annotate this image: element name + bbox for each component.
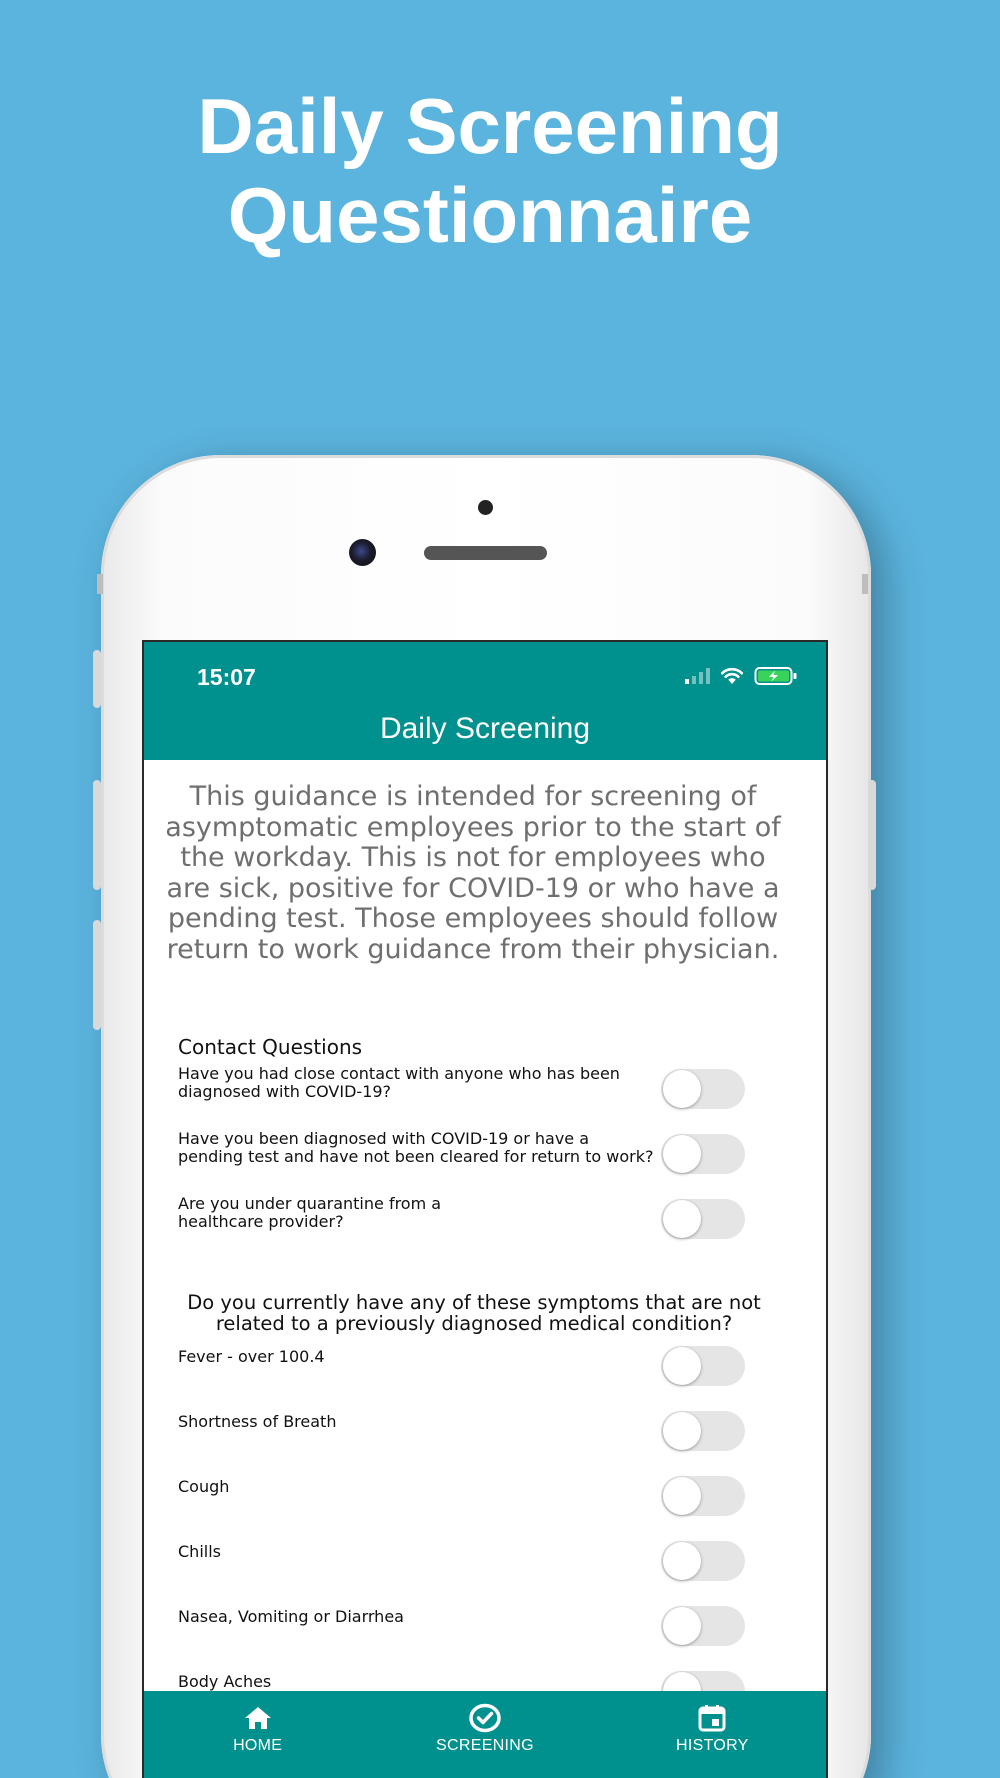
- front-camera: [349, 539, 376, 566]
- bottom-nav: [144, 1691, 826, 1778]
- battery-charging-icon: [754, 666, 798, 686]
- calendar-icon: [698, 1703, 726, 1733]
- guidance-text: This guidance is intended for screening of asymptomatic employees prior to the start of the workday. This is not for employees who are sick, positive for COVID-19 or who have a pending test. Those employees should follow return to work guidance from their physician.: [165, 781, 781, 965]
- contact-question-2-toggle[interactable]: [661, 1134, 745, 1174]
- contact-question-1-toggle[interactable]: [661, 1069, 745, 1109]
- toggle-knob: [663, 1477, 701, 1515]
- toggle-knob: [663, 1412, 701, 1450]
- contact-question-3: Are you under quarantine from a healthcare provider?: [178, 1194, 442, 1231]
- nav-home-label: HOME: [233, 1737, 283, 1754]
- hero-title-line2: Questionnaire: [227, 171, 753, 259]
- phone-sensor: [478, 500, 493, 515]
- symptom-body-aches: Body Aches: [178, 1672, 272, 1691]
- symptoms-heading: Do you currently have any of these symptoms that are not related to a previously diagnosed medical condition?: [187, 1291, 761, 1335]
- contact-question-2: Have you been diagnosed with COVID-19 or have a pending test and have not been cleared for return to work?: [178, 1129, 654, 1166]
- nav-history[interactable]: [599, 1691, 826, 1778]
- phone-speaker: [424, 546, 547, 560]
- phone-volume-down-button: [93, 920, 101, 1030]
- symptom-cough: Cough: [178, 1477, 230, 1496]
- nav-home[interactable]: [144, 1691, 371, 1778]
- symptom-cough-toggle[interactable]: [661, 1476, 745, 1516]
- symptom-chills-toggle[interactable]: [661, 1541, 745, 1581]
- hero-title-line1: Daily Screening: [197, 82, 783, 170]
- toggle-knob: [663, 1070, 701, 1108]
- app-screen: [142, 640, 828, 1778]
- contact-question-3-toggle[interactable]: [661, 1199, 745, 1239]
- nav-screening-label: SCREENING: [436, 1737, 534, 1754]
- toggle-knob: [663, 1542, 701, 1580]
- symptom-nausea-toggle[interactable]: [661, 1606, 745, 1646]
- symptom-fever-toggle[interactable]: [661, 1346, 745, 1386]
- symptom-shortness-of-breath: Shortness of Breath: [178, 1412, 337, 1431]
- phone-volume-up-button: [93, 780, 101, 890]
- toggle-knob: [663, 1135, 701, 1173]
- contact-questions-heading: Contact Questions: [178, 1035, 363, 1059]
- home-icon: [243, 1703, 273, 1733]
- phone-antenna-band-right: [862, 574, 868, 594]
- symptom-fever: Fever - over 100.4: [178, 1347, 325, 1366]
- phone-mute-switch: [93, 650, 101, 708]
- status-time: 15:07: [197, 664, 256, 690]
- status-icons: [685, 666, 798, 686]
- symptom-nausea: Nasea, Vomiting or Diarrhea: [178, 1607, 404, 1626]
- symptom-chills: Chills: [178, 1542, 221, 1561]
- phone-power-button: [868, 780, 876, 890]
- toggle-knob: [663, 1347, 701, 1385]
- symptom-shortness-of-breath-toggle[interactable]: [661, 1411, 745, 1451]
- signal-icon: [685, 668, 710, 684]
- check-circle-icon: [469, 1703, 501, 1733]
- nav-history-label: HISTORY: [676, 1737, 749, 1754]
- toggle-knob: [663, 1200, 701, 1238]
- app-bar-title: Daily Screening: [379, 712, 591, 745]
- contact-question-1: Have you had close contact with anyone who has been diagnosed with COVID-19?: [178, 1064, 620, 1101]
- app-bar: [144, 642, 826, 760]
- wifi-icon: [720, 667, 744, 685]
- hero-title: [0, 82, 980, 260]
- nav-screening[interactable]: [371, 1691, 598, 1778]
- toggle-knob: [663, 1607, 701, 1645]
- phone-antenna-band-left: [97, 574, 103, 594]
